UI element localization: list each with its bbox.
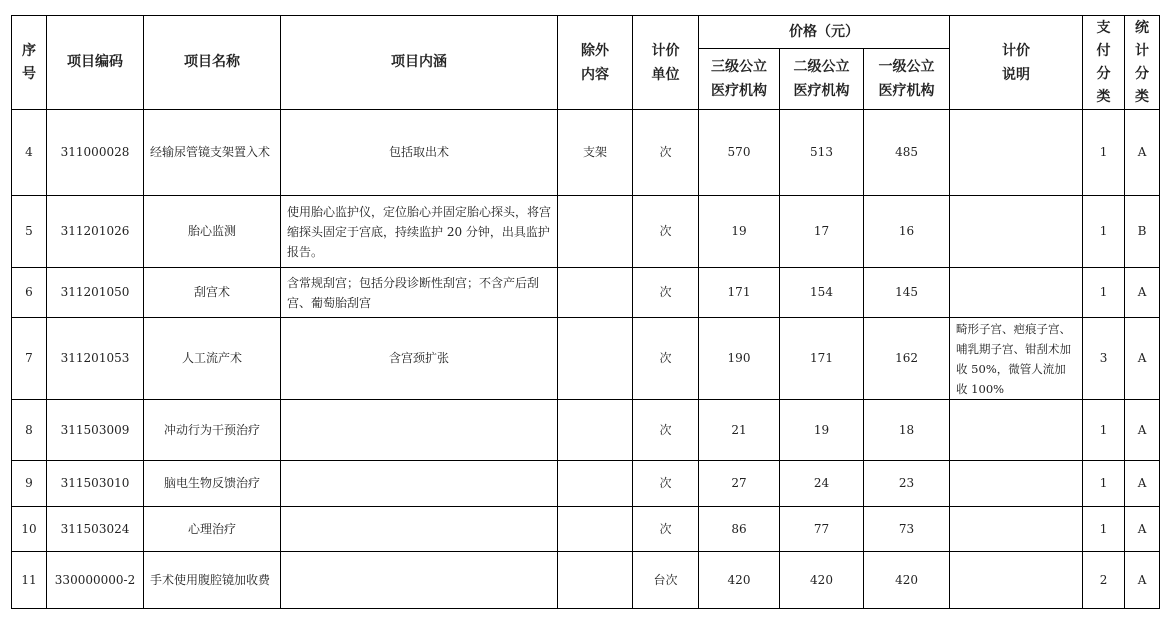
cell-stat: A — [1125, 110, 1160, 196]
cell-pay: 1 — [1083, 196, 1125, 268]
cell-stat: A — [1125, 318, 1160, 400]
cell-price-l2: 154 — [780, 268, 864, 318]
cell-price-l1: 420 — [864, 552, 950, 609]
cell-price-l3: 86 — [699, 507, 780, 552]
cell-price-l1: 23 — [864, 461, 950, 507]
cell-excluded — [558, 400, 633, 461]
header-price-l2: 二级公立医疗机构 — [780, 49, 864, 110]
cell-name: 心理治疗 — [144, 507, 281, 552]
cell-price-l2: 77 — [780, 507, 864, 552]
cell-price-l1: 18 — [864, 400, 950, 461]
cell-stat: A — [1125, 461, 1160, 507]
cell-excluded — [558, 268, 633, 318]
cell-unit: 次 — [633, 318, 699, 400]
cell-excluded — [558, 318, 633, 400]
cell-excluded: 支架 — [558, 110, 633, 196]
table-row — [12, 400, 1160, 461]
header-content: 项目内涵 — [281, 16, 558, 110]
cell-excluded — [558, 461, 633, 507]
header-unit: 计价单位 — [633, 16, 699, 110]
table-row — [12, 268, 1160, 318]
cell-seq: 9 — [12, 461, 47, 507]
cell-code: 311201050 — [47, 268, 144, 318]
cell-price-l3: 19 — [699, 196, 780, 268]
cell-seq: 8 — [12, 400, 47, 461]
cell-code: 311503010 — [47, 461, 144, 507]
table-header — [12, 16, 1160, 110]
cell-pay: 1 — [1083, 268, 1125, 318]
cell-name: 人工流产术 — [144, 318, 281, 400]
cell-content: 含常规刮宫；包括分段诊断性刮宫；不含产后刮宫、葡萄胎刮宫 — [281, 268, 558, 318]
cell-pay: 1 — [1083, 110, 1125, 196]
cell-price-l1: 485 — [864, 110, 950, 196]
cell-seq: 10 — [12, 507, 47, 552]
header-price-l1: 一级公立医疗机构 — [864, 49, 950, 110]
cell-price-l3: 190 — [699, 318, 780, 400]
header-excluded: 除外内容 — [558, 16, 633, 110]
cell-code: 311503024 — [47, 507, 144, 552]
cell-price-l2: 513 — [780, 110, 864, 196]
header-name: 项目名称 — [144, 16, 281, 110]
cell-unit: 台次 — [633, 552, 699, 609]
cell-stat: A — [1125, 400, 1160, 461]
table-row — [12, 461, 1160, 507]
cell-price-l3: 27 — [699, 461, 780, 507]
cell-note — [950, 552, 1083, 609]
cell-content — [281, 400, 558, 461]
cell-content — [281, 461, 558, 507]
table-row — [12, 318, 1160, 400]
cell-seq: 4 — [12, 110, 47, 196]
header-stat: 统计分类 — [1125, 16, 1160, 110]
cell-price-l2: 24 — [780, 461, 864, 507]
cell-price-l3: 420 — [699, 552, 780, 609]
cell-price-l1: 162 — [864, 318, 950, 400]
cell-stat: B — [1125, 196, 1160, 268]
table-body — [12, 110, 1160, 609]
cell-stat: A — [1125, 507, 1160, 552]
cell-code: 311201053 — [47, 318, 144, 400]
header-seq: 序号 — [12, 16, 47, 110]
table-row — [12, 110, 1160, 196]
cell-content: 包括取出术 — [281, 110, 558, 196]
header-price-group: 价格（元） — [699, 16, 950, 49]
cell-pay: 1 — [1083, 400, 1125, 461]
price-table — [11, 15, 1160, 609]
cell-code: 330000000-2 — [47, 552, 144, 609]
header-code: 项目编码 — [47, 16, 144, 110]
cell-note — [950, 268, 1083, 318]
cell-unit: 次 — [633, 196, 699, 268]
cell-code: 311000028 — [47, 110, 144, 196]
cell-price-l3: 21 — [699, 400, 780, 461]
cell-price-l1: 73 — [864, 507, 950, 552]
cell-price-l2: 19 — [780, 400, 864, 461]
cell-pay: 1 — [1083, 507, 1125, 552]
cell-seq: 5 — [12, 196, 47, 268]
cell-excluded — [558, 507, 633, 552]
cell-name: 手术使用腹腔镜加收费 — [144, 552, 281, 609]
cell-price-l1: 145 — [864, 268, 950, 318]
cell-pay: 3 — [1083, 318, 1125, 400]
cell-price-l2: 17 — [780, 196, 864, 268]
cell-price-l2: 171 — [780, 318, 864, 400]
table-row — [12, 552, 1160, 609]
cell-note — [950, 110, 1083, 196]
table-row — [12, 196, 1160, 268]
cell-note — [950, 507, 1083, 552]
cell-note: 畸形子宫、疤痕子宫、哺乳期子宫、钳刮术加收 50%，微管人流加收 100% — [950, 318, 1083, 400]
cell-unit: 次 — [633, 461, 699, 507]
cell-excluded — [558, 552, 633, 609]
cell-pay: 2 — [1083, 552, 1125, 609]
cell-stat: A — [1125, 268, 1160, 318]
cell-unit: 次 — [633, 400, 699, 461]
table-row — [12, 507, 1160, 552]
cell-unit: 次 — [633, 507, 699, 552]
cell-stat: A — [1125, 552, 1160, 609]
cell-note — [950, 196, 1083, 268]
cell-unit: 次 — [633, 268, 699, 318]
cell-content: 使用胎心监护仪，定位胎心并固定胎心探头，将宫缩探头固定于宫底，持续监护 20 分钟，出具监护报告。 — [281, 196, 558, 268]
cell-seq: 11 — [12, 552, 47, 609]
cell-name: 胎心监测 — [144, 196, 281, 268]
cell-name: 冲动行为干预治疗 — [144, 400, 281, 461]
cell-content: 含宫颈扩张 — [281, 318, 558, 400]
header-pay: 支付分类 — [1083, 16, 1125, 110]
cell-price-l1: 16 — [864, 196, 950, 268]
cell-price-l3: 171 — [699, 268, 780, 318]
cell-name: 脑电生物反馈治疗 — [144, 461, 281, 507]
cell-price-l2: 420 — [780, 552, 864, 609]
cell-seq: 6 — [12, 268, 47, 318]
cell-note — [950, 461, 1083, 507]
header-note: 计价说明 — [950, 16, 1083, 110]
cell-excluded — [558, 196, 633, 268]
cell-content — [281, 552, 558, 609]
cell-price-l3: 570 — [699, 110, 780, 196]
cell-unit: 次 — [633, 110, 699, 196]
header-price-l3: 三级公立医疗机构 — [699, 49, 780, 110]
cell-pay: 1 — [1083, 461, 1125, 507]
cell-code: 311201026 — [47, 196, 144, 268]
cell-content — [281, 507, 558, 552]
cell-name: 刮宫术 — [144, 268, 281, 318]
cell-name: 经输尿管镜支架置入术 — [144, 110, 281, 196]
cell-seq: 7 — [12, 318, 47, 400]
cell-code: 311503009 — [47, 400, 144, 461]
cell-note — [950, 400, 1083, 461]
